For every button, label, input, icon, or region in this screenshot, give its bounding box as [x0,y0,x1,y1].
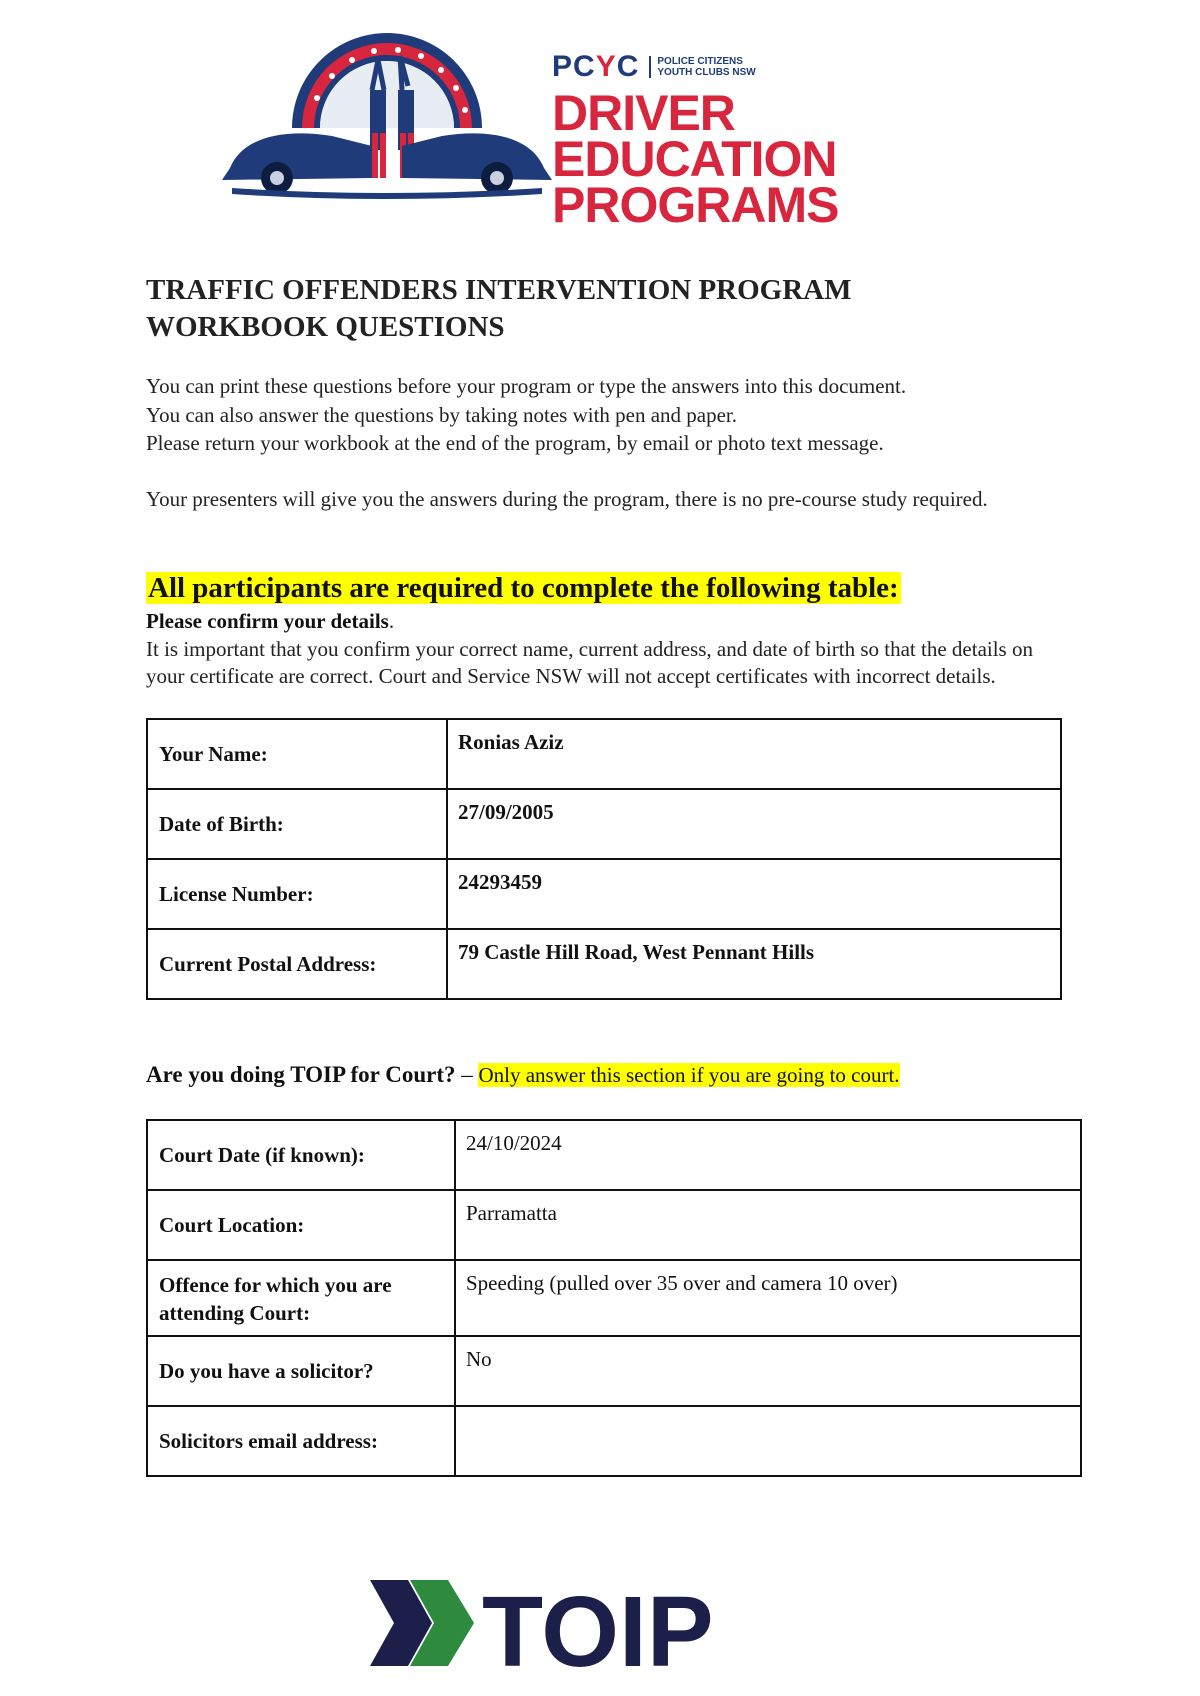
court-date-field[interactable]: 24/10/2024 [455,1120,1081,1190]
brand-text [552,50,982,233]
participant-details-table [146,718,1062,1000]
table-row [147,1260,1081,1336]
name-label: Your Name: [147,719,447,789]
address-label: Current Postal Address: [147,929,447,999]
page-title: TRAFFIC OFFENDERS INTERVENTION PROGRAM WORKBOOK QUESTIONS [146,274,852,343]
pcyc-wordmark: PCYC [552,50,640,83]
logo-cars-emblem-icon [222,28,552,208]
intro-paragraph: Your presenters will give you the answers during the program, there is no pre-course study required. [146,486,988,511]
confirm-details-text: Please confirm your details. It is important that you confirm your correct name, current address, and date of birth so that the details on your certificate are correct. Court and Service NSW will not accept certificates with incorrect details. [146,609,1033,688]
pcyc-subtitle: POLICE CITIZENS YOUTH CLUBS NSW [649,56,767,78]
table-row [147,929,1061,999]
table-row [147,859,1061,929]
toip-logo [370,1578,740,1678]
required-heading: All participants are required to complete the following table: [148,572,899,604]
program-name: DRIVER EDUCATION PROGRAMS [552,85,839,233]
toip-wordmark: TOIP [482,1578,714,1678]
table-row [147,789,1061,859]
table-row [147,719,1061,789]
table-row [147,1190,1081,1260]
license-label: License Number: [147,859,447,929]
solicitor-field[interactable]: No [455,1336,1081,1406]
court-location-label: Court Location: [147,1190,455,1260]
table-row [147,1406,1081,1476]
dob-field[interactable]: 27/09/2005 [447,789,1061,859]
offence-label: Offence for which you are attending Court: [147,1260,455,1336]
pcyc-driver-education-logo [222,28,982,233]
intro-paragraph: Please return your workbook at the end of the program, by email or photo text message. [146,431,884,455]
intro-paragraph: You can also answer the questions by taking notes with pen and paper. [146,402,738,427]
solicitor-email-field[interactable] [455,1406,1081,1476]
court-location-field[interactable]: Parramatta [455,1190,1081,1260]
intro-paragraph: You can print these questions before your program or type the answers into this document. [146,374,907,398]
court-details-table [146,1119,1082,1477]
table-row [147,1120,1081,1190]
court-section-heading: Are you doing TOIP for Court? – Only answer this section if you are going to court. [146,1062,900,1087]
name-field[interactable]: Ronias Aziz [447,719,1061,789]
solicitor-email-label: Solicitors email address: [147,1406,455,1476]
intro-text [146,372,1046,513]
offence-field[interactable]: Speeding (pulled over 35 over and camera 10 over) [455,1260,1081,1336]
court-date-label: Court Date (if known): [147,1120,455,1190]
license-field[interactable]: 24293459 [447,859,1061,929]
solicitor-label: Do you have a solicitor? [147,1336,455,1406]
table-row [147,1336,1081,1406]
dob-label: Date of Birth: [147,789,447,859]
address-field[interactable]: 79 Castle Hill Road, West Pennant Hills [447,929,1061,999]
